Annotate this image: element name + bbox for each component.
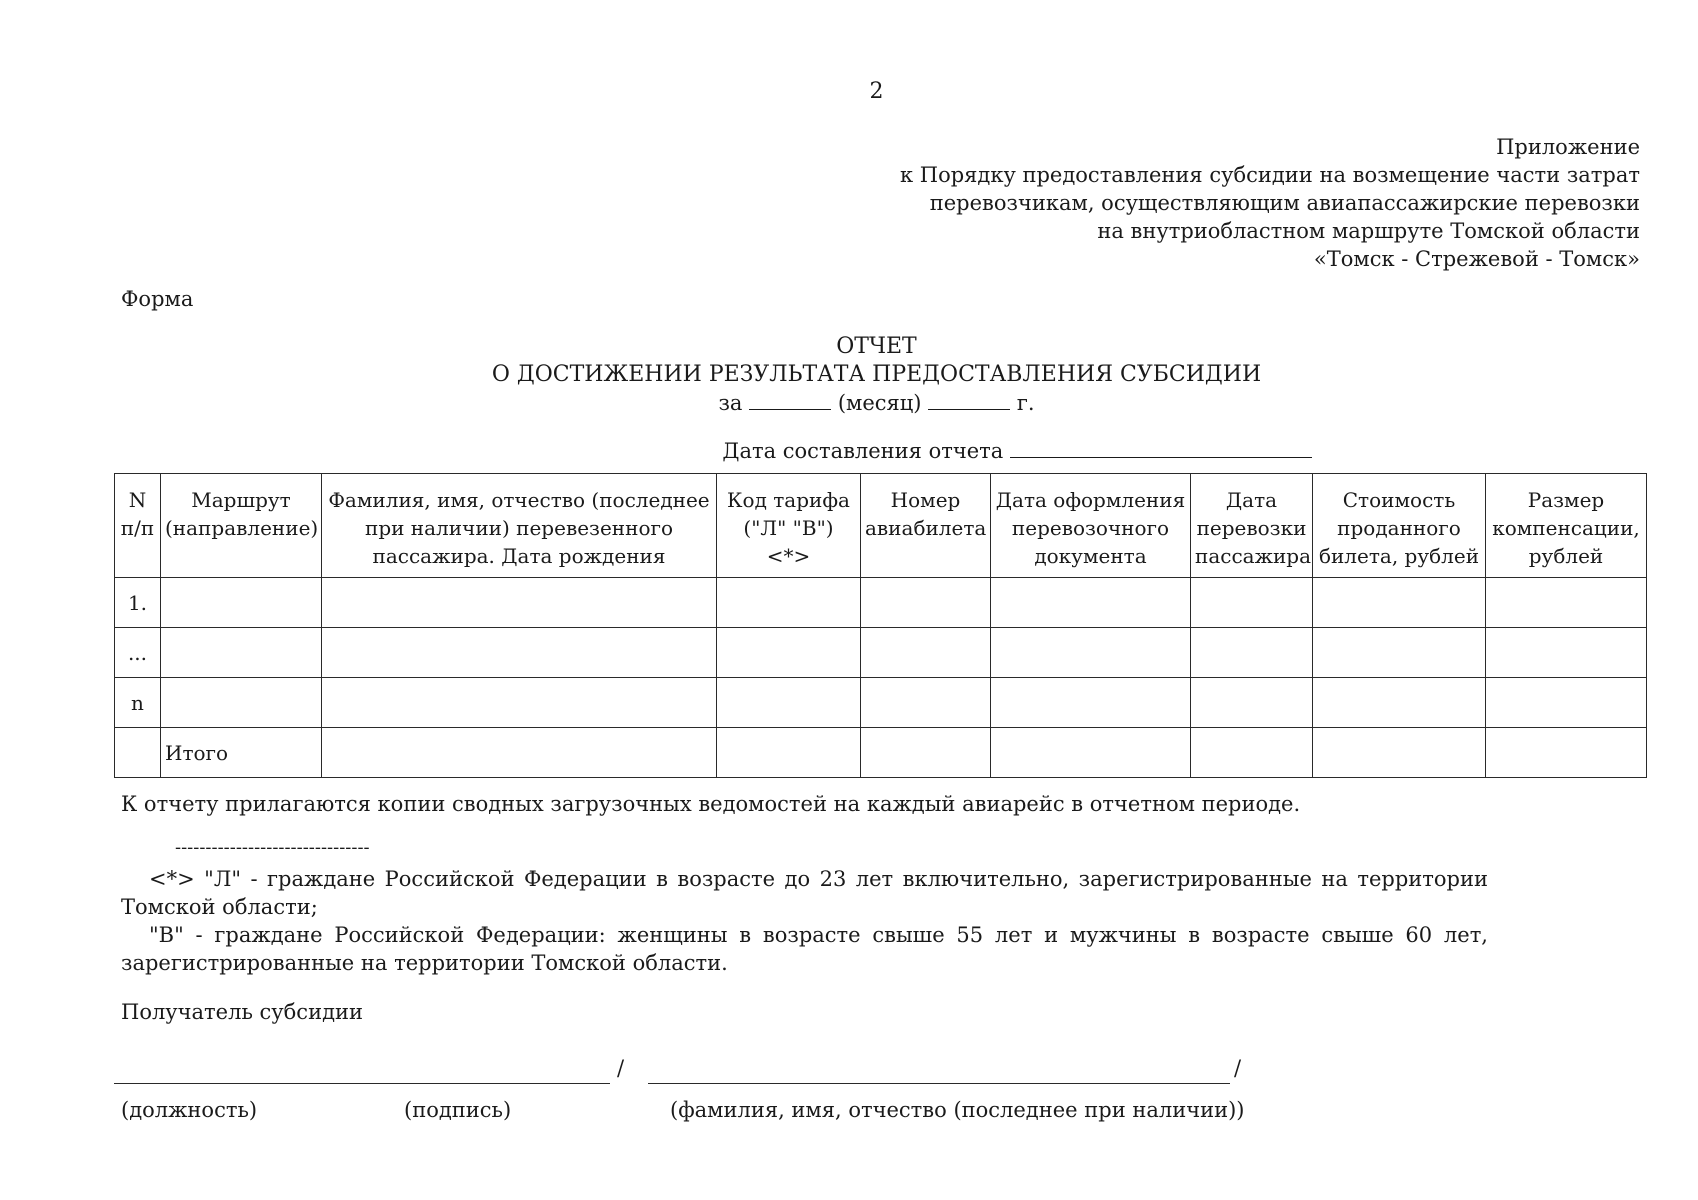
table-cell: ...: [115, 628, 161, 678]
table-cell[interactable]: [1313, 728, 1486, 778]
table-cell[interactable]: [1191, 678, 1313, 728]
report-period: [0, 389, 1698, 417]
header-cell-ticket-cost: Стоимость проданного билета, рублей: [1313, 474, 1486, 578]
total-label-cell: Итого: [161, 728, 322, 778]
period-suffix: г.: [1016, 391, 1035, 415]
table-row: [115, 678, 1647, 728]
title-line-1: ОТЧЕТ: [836, 334, 917, 359]
position-label: (должность): [121, 1098, 258, 1122]
table-cell[interactable]: [991, 628, 1191, 678]
appendix-line: «Томск - Стрежевой - Томск»: [1313, 247, 1640, 271]
table-cell[interactable]: [861, 578, 991, 628]
table-cell[interactable]: [861, 678, 991, 728]
attachment-note: К отчету прилагаются копии сводных загрузочных ведомостей на каждый авиарейс в отчетном периоде.: [121, 792, 1301, 816]
appendix-line: к Порядку предоставления субсидии на возмещение части затрат: [899, 163, 1640, 187]
header-cell-number: N п/п: [115, 474, 161, 578]
header-cell-tariff-code: Код тарифа ("Л" "В") <*>: [717, 474, 861, 578]
form-label: Форма: [121, 287, 194, 311]
period-year-blank[interactable]: [928, 391, 1010, 410]
table-cell[interactable]: [322, 578, 717, 628]
header-cell-route: Маршрут (направление): [161, 474, 322, 578]
table-cell[interactable]: [161, 628, 322, 678]
signature-slash: /: [1234, 1056, 1242, 1080]
table-cell[interactable]: [1486, 628, 1647, 678]
header-cell-compensation: Размер компенсации, рублей: [1486, 474, 1647, 578]
table-total-row: [115, 728, 1647, 778]
table-cell: n: [115, 678, 161, 728]
table-cell[interactable]: [161, 678, 322, 728]
table-cell[interactable]: [1191, 628, 1313, 678]
table-cell[interactable]: [1486, 578, 1647, 628]
recipient-label: Получатель субсидии: [121, 1000, 363, 1024]
appendix-block: [900, 133, 1640, 273]
table-cell[interactable]: [991, 728, 1191, 778]
period-month-label: (месяц): [837, 391, 922, 415]
table-cell[interactable]: [1486, 678, 1647, 728]
table-header-row: [115, 474, 1647, 578]
table-cell[interactable]: [717, 678, 861, 728]
header-cell-travel-date: Дата перевозки пассажира: [1191, 474, 1313, 578]
table-cell[interactable]: [861, 628, 991, 678]
footnote-v: "В" - граждане Российской Федерации: женщины в возрасте свыше 55 лет и мужчины в возрасте свыше 60 лет, зарегистрированные на территории Томской области.: [121, 923, 1488, 975]
signature-slash: /: [617, 1056, 625, 1080]
signature-label: (подпись): [404, 1098, 512, 1122]
table-cell[interactable]: [1313, 578, 1486, 628]
period-prefix: за: [718, 391, 743, 415]
name-label: (фамилия, имя, отчество (последнее при наличии)): [670, 1098, 1245, 1122]
table-cell[interactable]: [322, 728, 717, 778]
table-cell[interactable]: [322, 678, 717, 728]
table-cell[interactable]: [1191, 578, 1313, 628]
footnote-l: <*> "Л" - граждане Российской Федерации в возрасте до 23 лет включительно, зарегистрированные на территории Томской области;: [121, 867, 1488, 919]
appendix-line: Приложение: [1496, 135, 1640, 159]
page-number: 2: [869, 79, 884, 104]
header-cell-passenger: Фамилия, имя, отчество (последнее при наличии) перевезенного пассажира. Дата рождения: [322, 474, 717, 578]
table-cell[interactable]: [991, 578, 1191, 628]
table-cell[interactable]: [717, 728, 861, 778]
table-cell[interactable]: [717, 628, 861, 678]
table-cell: [115, 728, 161, 778]
appendix-line: на внутриобластном маршруте Томской области: [1097, 219, 1640, 243]
table-cell[interactable]: [1486, 728, 1647, 778]
table-cell[interactable]: [1313, 628, 1486, 678]
report-date-label: Дата составления отчета: [722, 439, 1004, 463]
name-signature-line[interactable]: [648, 1083, 1230, 1084]
table-cell[interactable]: [861, 728, 991, 778]
header-cell-issue-date: Дата оформления перевозочного документа: [991, 474, 1191, 578]
title-line-2: О ДОСТИЖЕНИИ РЕЗУЛЬТАТА ПРЕДОСТАВЛЕНИЯ СУБСИДИИ: [491, 362, 1262, 387]
table-cell: 1.: [115, 578, 161, 628]
report-table: [114, 473, 1647, 778]
appendix-line: перевозчикам, осуществляющим авиапассажирские перевозки: [929, 191, 1640, 215]
footnote-separator: --------------------------------: [175, 837, 370, 858]
header-cell-ticket-number: Номер авиабилета: [861, 474, 991, 578]
report-date-blank[interactable]: [1010, 439, 1312, 458]
table-row: [115, 578, 1647, 628]
position-signature-line[interactable]: [114, 1083, 610, 1084]
table-cell[interactable]: [161, 578, 322, 628]
report-date-line: [0, 437, 1312, 465]
table-cell[interactable]: [717, 578, 861, 628]
table-cell[interactable]: [991, 678, 1191, 728]
table-row: [115, 628, 1647, 678]
footnotes: [121, 865, 1488, 977]
table-cell[interactable]: [322, 628, 717, 678]
report-title: [0, 333, 1698, 417]
table-cell[interactable]: [1191, 728, 1313, 778]
table-cell[interactable]: [1313, 678, 1486, 728]
period-month-blank[interactable]: [749, 391, 831, 410]
